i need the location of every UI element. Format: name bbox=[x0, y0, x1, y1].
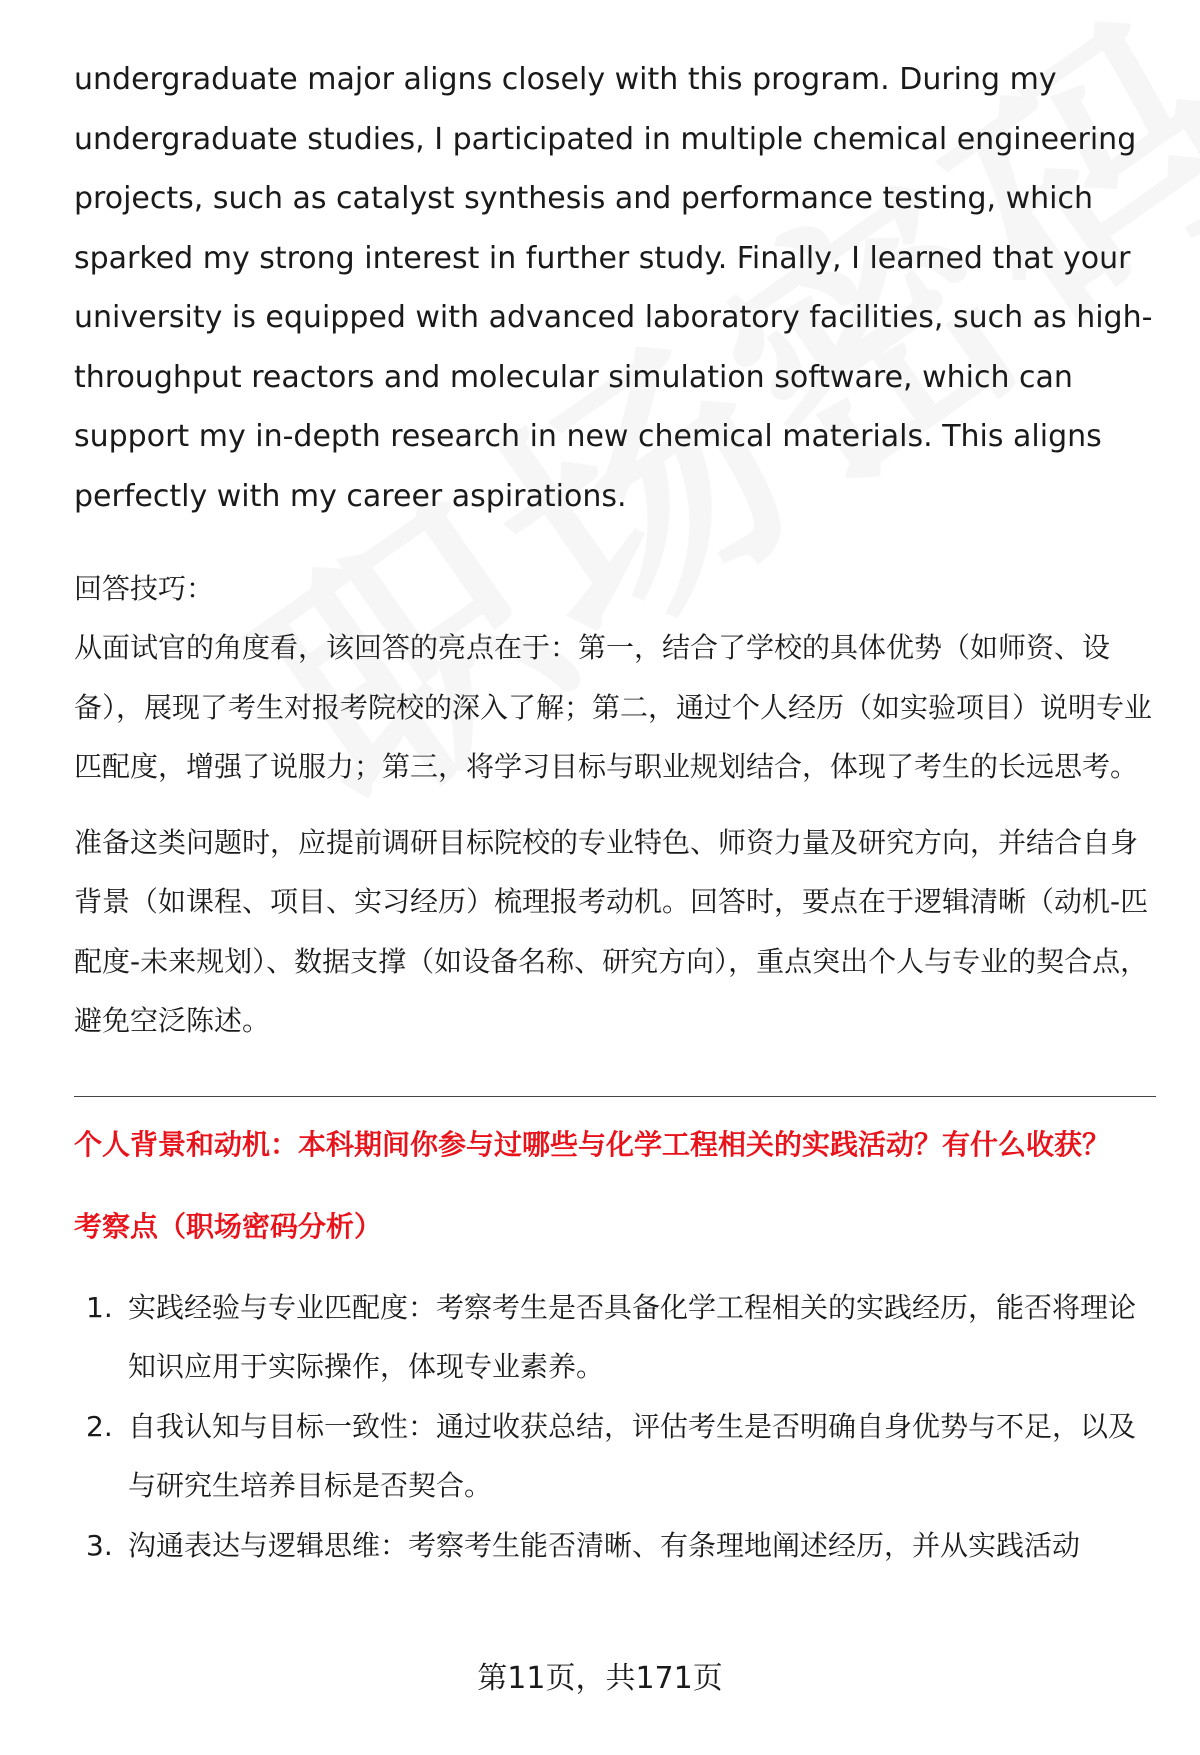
exam-points-list bbox=[74, 1278, 1154, 1576]
list-item-text: 自我认知与目标一致性：通过收获总结，评估考生是否明确自身优势与不足，以及与研究生培养目标是否契合。 bbox=[128, 1409, 1137, 1502]
exam-points-heading: 考察点（职场密码分析） bbox=[74, 1209, 383, 1243]
list-item bbox=[74, 1397, 1154, 1516]
list-item-number: 2. bbox=[86, 1409, 113, 1443]
tips-paragraph-1: 从面试官的角度看，该回答的亮点在于：第一，结合了学校的具体优势（如师资、设备），展现了考生对报考院校的深入了解；第二，通过个人经历（如实验项目）说明专业匹配度，增强了说服力；第三，将学习目标与职业规划结合，体现了考生的长远思考。 bbox=[74, 631, 1153, 783]
page-content bbox=[74, 50, 1154, 1575]
list-item bbox=[74, 1516, 1154, 1576]
list-item bbox=[74, 1278, 1154, 1397]
section-divider bbox=[74, 1096, 1156, 1097]
english-answer-paragraph: undergraduate major aligns closely with this program. During my undergraduate studies, I participated in multiple chemical engineering projects, such as catalyst synthesis and performance testing, which sparked my strong interest in further study. Finally, I learned that your university is equipped with advanced laboratory facilities, such as high-throughput reactors and molecular simulation software, which can support my in-depth research in new chemical materials. This aligns perfectly with my career aspirations. bbox=[74, 62, 1153, 514]
page-footer: 第11页，共171页 bbox=[477, 1661, 723, 1696]
question-heading: 个人背景和动机：本科期间你参与过哪些与化学工程相关的实践活动？有什么收获？ bbox=[74, 1127, 1111, 1161]
list-item-text: 沟通表达与逻辑思维：考察考生能否清晰、有条理地阐述经历，并从实践活动 bbox=[128, 1528, 1081, 1562]
tips-label: 回答技巧： bbox=[74, 572, 215, 605]
list-item-text: 实践经验与专业匹配度：考察考生是否具备化学工程相关的实践经历，能否将理论知识应用于实际操作，体现专业素养。 bbox=[128, 1290, 1137, 1383]
list-item-number: 1. bbox=[86, 1290, 113, 1324]
tips-paragraph-2: 准备这类问题时，应提前调研目标院校的专业特色、师资力量及研究方向，并结合自身背景（如课程、项目、实习经历）梳理报考动机。回答时，要点在于逻辑清晰（动机-匹配度-未来规划）、数据支撑（如设备名称、研究方向），重点突出个人与专业的契合点，避免空泛陈述。 bbox=[74, 825, 1149, 1037]
list-item-number: 3. bbox=[86, 1528, 113, 1562]
